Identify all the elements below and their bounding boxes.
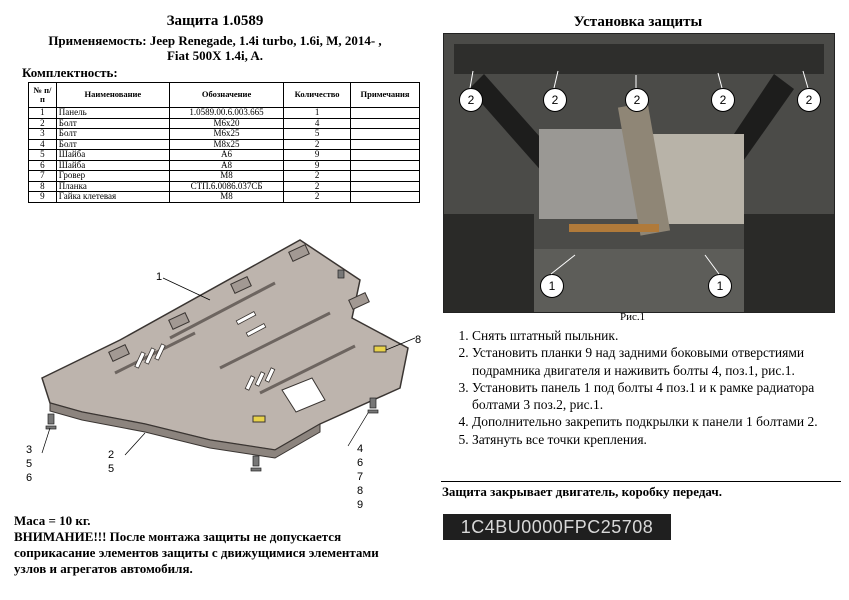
applicability-line-2: Fiat 500X 1.4i, A. [166, 48, 264, 63]
cell: М8 [169, 171, 283, 182]
cell [351, 129, 420, 140]
coverage-note: Защита закрывает двигатель, коробку передач. [442, 484, 722, 499]
kit-label: Комплектность: [22, 65, 118, 80]
photo-caption: Рис.1 [620, 311, 646, 323]
cell: Гайка клетевая [56, 192, 169, 203]
mass-note: Маса = 10 кг. [14, 513, 91, 528]
callout-2: 2 [459, 88, 483, 112]
cell [351, 192, 420, 203]
cell: Панель [56, 108, 169, 119]
cell: М8 [169, 192, 283, 203]
cell: 2 [284, 139, 351, 150]
cell: 4 [284, 118, 351, 129]
applicability-line-1: Применяемость: Jeep Renegade, 1.4i turbo, 1.6i, M, 2014- , [48, 33, 382, 48]
diagram-label: 3 [26, 444, 33, 456]
diagram-label-part8: 8 [415, 334, 422, 346]
table-row [29, 108, 420, 119]
col-quantity: Количество [284, 83, 351, 108]
cell [351, 118, 420, 129]
cell: 2 [284, 192, 351, 203]
diagram-label: 6 [26, 472, 33, 484]
cell [351, 160, 420, 171]
cell: 9 [284, 150, 351, 161]
diagram-label: 9 [357, 499, 364, 511]
step-item: 4. Дополнительно закрепить подкрылки к панели 1 болтами 2. [472, 413, 843, 430]
table-row [29, 139, 420, 150]
diagram-label: 5 [108, 463, 115, 475]
cell: 2 [284, 181, 351, 192]
cell: 2 [29, 118, 57, 129]
cell: Шайба [56, 150, 169, 161]
installation-title: Установка защиты [573, 14, 703, 30]
cell: Болт [56, 129, 169, 140]
cell: Гровер [56, 171, 169, 182]
cell: 6 [29, 160, 57, 171]
diagram-label-part1: 1 [156, 271, 163, 283]
cell: 8 [29, 181, 57, 192]
warning-note: ВНИМАНИЕ!!! После монтажа защиты не допускается соприкасание элементов защиты с движущимися элементами узлов и агрегатов автомобиля. [14, 529, 379, 576]
cell: А6 [169, 150, 283, 161]
callout-2: 2 [797, 88, 821, 112]
diagram-label: 6 [357, 457, 364, 469]
cell [351, 150, 420, 161]
step-item: 5. Затянуть все точки крепления. [472, 431, 843, 448]
cell: М6х25 [169, 129, 283, 140]
cell: Шайба [56, 160, 169, 171]
cell: Планка [56, 181, 169, 192]
parts-table [28, 82, 420, 203]
col-name: Наименование [56, 83, 169, 108]
callout-2: 2 [711, 88, 735, 112]
diagram-label: 5 [26, 458, 33, 470]
installation-steps [448, 327, 843, 448]
table-row [29, 129, 420, 140]
step-item: 2. Установить планки 9 над задними боковыми отверстиями подрамника двигателя и наживить болты 4, поз.1, рис.1. [472, 344, 843, 379]
diagram-label: 4 [357, 443, 364, 455]
cell: 2 [284, 171, 351, 182]
bracket-highlight-lower [253, 416, 265, 422]
diagram-label: 7 [357, 471, 364, 483]
cell [351, 171, 420, 182]
cell: 9 [284, 160, 351, 171]
table-row [29, 160, 420, 171]
table-row [29, 192, 420, 203]
cell: 1.0589.00.6.003.665 [169, 108, 283, 119]
callout-1: 1 [540, 274, 564, 298]
cell: 7 [29, 171, 57, 182]
diagram-label: 2 [108, 449, 115, 461]
protection-plate-diagram [20, 228, 440, 518]
cell: Болт [56, 118, 169, 129]
cell: 5 [284, 129, 351, 140]
cell: 1 [284, 108, 351, 119]
cell [351, 108, 420, 119]
cell: Болт [56, 139, 169, 150]
cell: М8х25 [169, 139, 283, 150]
diagram-label-group-left [26, 443, 32, 485]
diagram-label: 8 [357, 485, 364, 497]
table-row [29, 150, 420, 161]
col-designation: Обозначение [169, 83, 283, 108]
cell [351, 181, 420, 192]
cell [351, 139, 420, 150]
table-row [29, 118, 420, 129]
step-item: 3. Установить панель 1 под болты 4 поз.1 и к рамке радиатора болтами 3 поз.2, рис.1. [472, 379, 843, 414]
cell: М6х20 [169, 118, 283, 129]
cell: СТП.6.0086.037СБ [169, 181, 283, 192]
callout-2: 2 [625, 88, 649, 112]
table-row [29, 171, 420, 182]
table-row [29, 181, 420, 192]
document-title: Защита 1.0589 [166, 13, 264, 29]
callout-leaders [443, 33, 833, 311]
step-item: 1. Снять штатный пыльник. [472, 327, 843, 344]
col-notes: Примечания [351, 83, 420, 108]
cell: А8 [169, 160, 283, 171]
table-header-row [29, 83, 420, 108]
col-number: № п/п [29, 83, 57, 108]
callout-2: 2 [543, 88, 567, 112]
diagram-label-group-mid [108, 448, 114, 476]
callout-1: 1 [708, 274, 732, 298]
cell: 3 [29, 129, 57, 140]
cell: 1 [29, 108, 57, 119]
cell: 9 [29, 192, 57, 203]
cell: 4 [29, 139, 57, 150]
bracket-highlight-right [374, 346, 386, 352]
divider [441, 481, 841, 482]
vin-plate: 1C4BU0000FPC25708 [443, 514, 671, 540]
cell: 5 [29, 150, 57, 161]
diagram-label-group-right [357, 442, 363, 512]
